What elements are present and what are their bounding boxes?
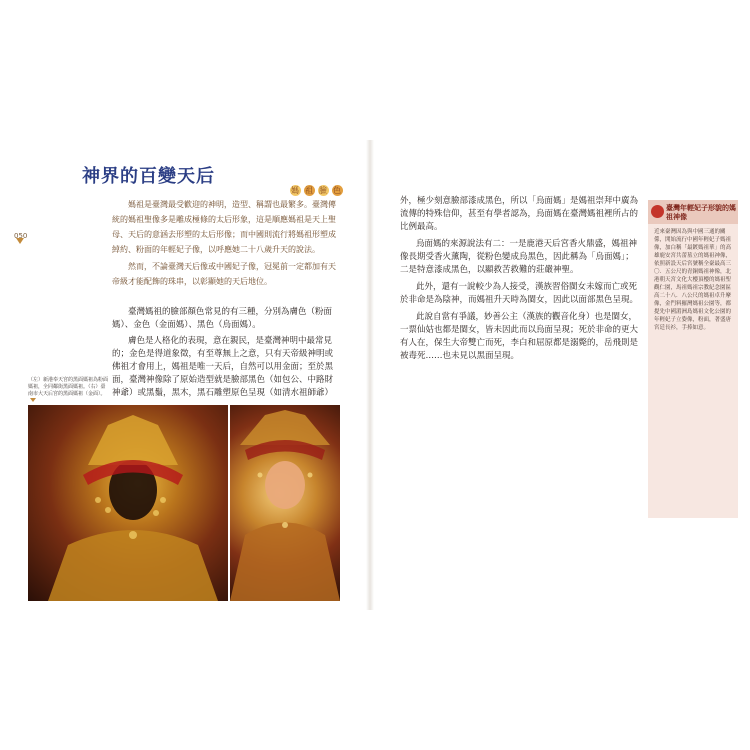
photo-golden-mazu-statue bbox=[28, 405, 228, 601]
subtitle-char: 祖 bbox=[305, 186, 314, 195]
caption-pointer-icon bbox=[30, 398, 36, 402]
caption-text: （左）新港奉天宮的黑面媽祖為粉面媽祖，全同鄰街黑面媽祖。（右）臺南市大天后宮的黑面媽祖（金面）。 bbox=[28, 377, 109, 397]
intro-paragraph: 媽祖是臺灣最受歡迎的神明，造型、稱謂也最繁多。臺灣傳統的媽祖聖像多是雕成極條的太后形象，這是順應媽祖是天上聖母、天后的意涵去形塑的太后形像；而中國則流行將媽祖形塑成綽約、粉面的年輕妃子像，以呼應她二十八歲升天的說法。 bbox=[112, 200, 336, 254]
body-paragraph: 此外，還有一說較少為人接受，漢族習俗閩女未嫁而亡或死於非命是為陰神，而媽祖升天時為閩女，因此以面部黑色呈現。 bbox=[400, 282, 639, 305]
section-subtitle bbox=[290, 185, 343, 196]
body-paragraph: 膚色是人格化的表現，意在親民，是臺灣神明中最常見的；金色是得道象徵，有至尊無上之意，只有天帝級神明或佛祖才會用上，媽祖是唯一天后，自然可以用金面；至於黑面，臺灣神像除了原始造型就是臉部黑色（如包公、中路財神爺）或黑鬚，黑木，黑石雕塑原色呈現（如清水祖師爺） bbox=[112, 336, 334, 398]
subtitle-char: 媽 bbox=[291, 186, 300, 195]
sidebar-body: 近來臺灣因為與中國三通的關係，開始流行中國年輕妃子媽祖像，加白稱「最鍍媽祖華」的高雄鹿安宮共蕾墓立的媽祖神像，依照新設天后宮號稱全臺最高三〇．五公尺的青銅媽祖神像，北港朝天宮文化大樓頂樓的媽祖聖觀仁園，馬祖媽祖宗教紀念園區高二十八．八公尺的媽祖卓升摩像，金門料羅灣媽祖公園等，都提先中國湄洲島媽祖文化公園的年輕妃子立姿像，粉面，著盛唐宮廷長衫，手捧如意。 bbox=[654, 229, 732, 331]
medallion-icon bbox=[651, 205, 664, 218]
intro-paragraph: 然而，不論臺灣天后像或中國妃子像，冠冕前一定都加有天帝級才能配飾的珠串，以彰顯她的天后地位。 bbox=[112, 262, 336, 286]
left-body-text bbox=[112, 306, 340, 403]
subtitle-char: 色 bbox=[333, 186, 342, 195]
photo-pink-face-mazu-statue bbox=[230, 405, 340, 601]
body-paragraph: 外，極少刻意臉部漆成黑色，所以「烏面媽」是媽祖崇拜中廣為流傳的特殊信仰，甚至有學者認為，烏面媽在臺灣媽祖裡所占的比例最高。 bbox=[400, 196, 639, 232]
statue-illustration-left bbox=[28, 405, 228, 601]
body-paragraph: 臺灣媽祖的臉部顏色常見的有三種，分別為膚色（粉面媽）、金色（金面媽）、黑色（烏面媽）。 bbox=[112, 307, 333, 330]
photo-caption bbox=[28, 377, 110, 405]
sidebar-header bbox=[648, 200, 738, 224]
right-body-text bbox=[400, 195, 640, 367]
page-gutter bbox=[366, 140, 374, 610]
body-paragraph: 此說自當有爭議，妙善公主（漢族的觀音化身）也是閩女，一票仙姑也都是閩女，皆未因此而以烏面呈現；死於非命的更大有人在，保生大帝雙亡而死，李白和屈原都是溺斃的，岳飛則是被毒死……也未見以黑面呈現。 bbox=[400, 312, 639, 361]
page-marker-icon bbox=[16, 238, 24, 244]
body-paragraph: 烏面媽的來源說法有二：一是鹿港天后宮香火鼎盛，媽祖神像長期受香火薰陶，從粉色變成烏黑色，因此稱為「烏面媽」；二是特意漆成黑色，以顯救苦救難的莊嚴神聖。 bbox=[400, 239, 638, 275]
sidebar-title: 臺灣年輕妃子形貌的媽祖神像 bbox=[666, 203, 736, 221]
page-title: 神界的百變天后 bbox=[82, 166, 215, 187]
statue-illustration-right bbox=[230, 405, 340, 601]
intro-text bbox=[112, 197, 340, 291]
subtitle-char: 臉 bbox=[319, 186, 328, 195]
sidebar-box bbox=[648, 200, 738, 518]
page-number: 050 bbox=[14, 232, 28, 240]
